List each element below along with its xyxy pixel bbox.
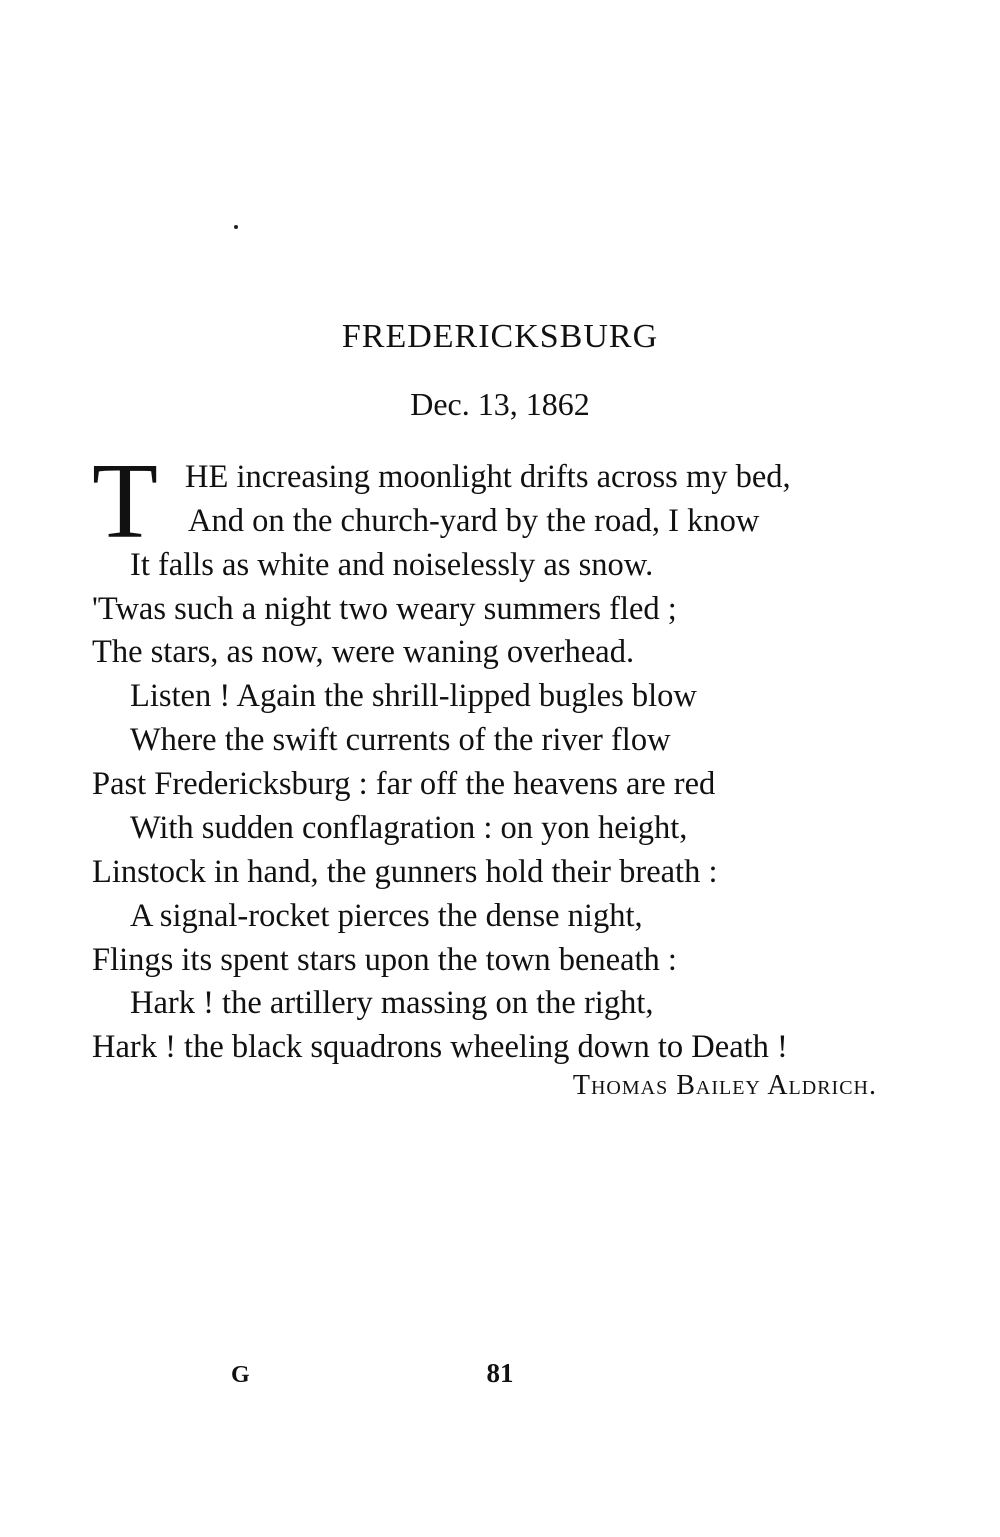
poem-line-6: Listen ! Again the shrill-lipped bugles blow: [130, 678, 697, 714]
poem-date: Dec. 13, 1862: [410, 386, 590, 422]
poem-line-11: A signal-rocket pierces the dense night,: [130, 898, 643, 934]
poem-line-1: HE increasing moonlight drifts across my bed,: [185, 459, 791, 495]
drop-cap: T: [92, 442, 158, 561]
author-attribution: Thomas Bailey Aldrich.: [572, 1070, 877, 1101]
poem-line-8: Past Fredericksburg : far off the heavens are red: [92, 766, 716, 802]
poem-line-9: With sudden conflagration : on yon height,: [130, 810, 688, 846]
poem-line-12: Flings its spent stars upon the town beneath :: [92, 942, 677, 978]
page-number: 81: [486, 1358, 514, 1388]
poem-line-4: 'Twas such a night two weary summers fled ;: [92, 591, 677, 627]
poem-line-5: The stars, as now, were waning overhead.: [92, 634, 635, 670]
poem-line-7: Where the swift currents of the river flow: [130, 722, 671, 758]
poem-line-13: Hark ! the artillery massing on the right,: [130, 985, 654, 1021]
signature-mark: G: [231, 1362, 250, 1388]
poem-title: FREDERICKSBURG: [341, 318, 659, 355]
poem-line-10: Linstock in hand, the gunners hold their breath :: [92, 854, 718, 890]
poem-line-2: And on the church-yard by the road, I know: [188, 503, 760, 539]
poem-line-3: It falls as white and noiselessly as snow.: [130, 547, 654, 583]
poem-line-14: Hark ! the black squadrons wheeling down to Death !: [92, 1029, 788, 1065]
stray-dot: [234, 225, 238, 229]
